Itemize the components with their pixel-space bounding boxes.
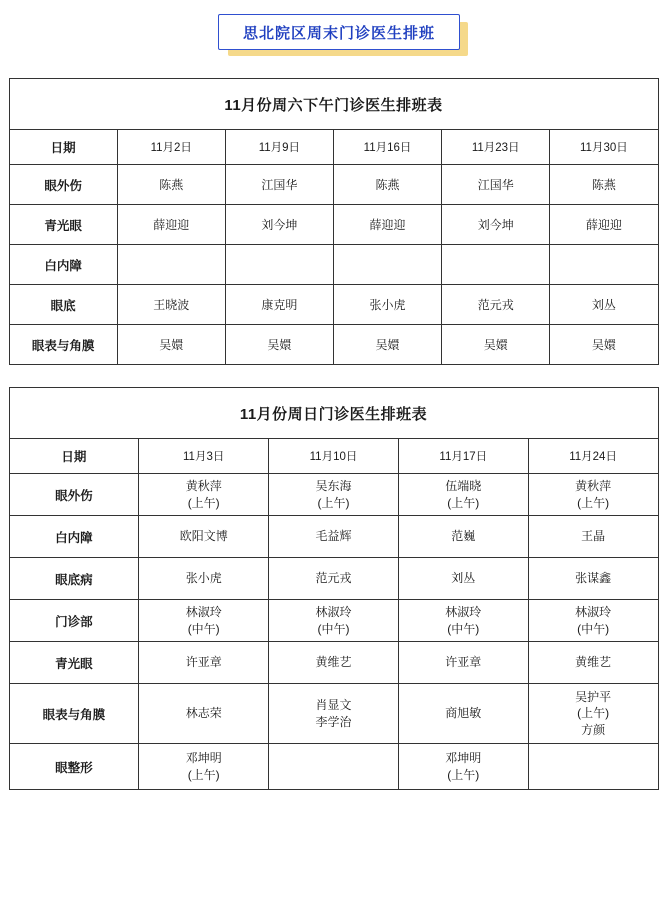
schedule-cell — [398, 642, 528, 684]
cell-text: (上午) — [317, 495, 350, 510]
schedule-cell: 陈燕 — [117, 165, 225, 205]
row-label: 白内障 — [9, 516, 139, 558]
schedule-cell: 吴嬛 — [550, 325, 658, 365]
banner-box — [218, 14, 460, 50]
schedule-cell — [269, 474, 399, 516]
header-cell-date: 日期 — [9, 130, 117, 165]
cell-text: 黄维艺 — [575, 655, 612, 670]
cell-text: 商旭敏 — [445, 706, 482, 721]
cell-text: (上午) — [577, 706, 610, 721]
header-cell-date: 日期 — [9, 439, 139, 474]
row-label: 眼整形 — [9, 744, 139, 790]
cell-text: 邓坤明 — [185, 751, 222, 766]
page-title: 思北院区周末门诊医生排班 — [242, 24, 435, 42]
row-label: 青光眼 — [9, 642, 139, 684]
cell-text: 林淑玲 — [315, 605, 352, 620]
cell-text: 吴东海 — [315, 479, 352, 494]
schedule-cell: 刘丛 — [550, 285, 658, 325]
header-cell-1: 11月2日 — [117, 130, 225, 165]
cell-text: (中午) — [317, 621, 350, 636]
schedule-cell — [269, 642, 399, 684]
table-row — [9, 165, 658, 205]
schedule-cell — [333, 245, 441, 285]
cell-text: 林淑玲 — [185, 605, 222, 620]
schedule-cell — [528, 642, 658, 684]
schedule-cell: 薛迎迎 — [550, 205, 658, 245]
schedule-cell — [139, 744, 269, 790]
row-label: 眼外伤 — [9, 474, 139, 516]
schedule-cell: 范元戎 — [442, 285, 550, 325]
schedule-cell — [398, 516, 528, 558]
sunday-schedule-table — [9, 387, 659, 790]
schedule-cell: 吴嬛 — [442, 325, 550, 365]
schedule-cell — [139, 600, 269, 642]
cell-text: 刘丛 — [451, 571, 476, 586]
table-row — [9, 684, 658, 744]
row-label: 眼外伤 — [9, 165, 117, 205]
sunday-schedule-block — [9, 387, 659, 790]
saturday-schedule-table — [9, 78, 659, 365]
cell-text: (上午) — [187, 495, 220, 510]
schedule-cell — [139, 642, 269, 684]
table-row — [9, 516, 658, 558]
schedule-cell: 吴嬛 — [117, 325, 225, 365]
cell-text: (中午) — [187, 621, 220, 636]
schedule-cell: 薛迎迎 — [117, 205, 225, 245]
schedule-cell — [269, 516, 399, 558]
row-label: 眼底病 — [9, 558, 139, 600]
schedule-cell — [117, 245, 225, 285]
row-label: 白内障 — [9, 245, 117, 285]
saturday-table-title: 11月份周六下午门诊医生排班表 — [9, 79, 658, 130]
table-row — [9, 205, 658, 245]
schedule-cell: 张小虎 — [333, 285, 441, 325]
header-cell-4: 11月23日 — [442, 130, 550, 165]
cell-text: 王晶 — [581, 529, 606, 544]
cell-text: 方颜 — [581, 722, 606, 737]
schedule-cell: 江国华 — [442, 165, 550, 205]
cell-text: 黄秋萍 — [185, 479, 222, 494]
cell-text: 范元戎 — [315, 571, 352, 586]
table-title-row — [9, 79, 658, 130]
schedule-cell: 陈燕 — [333, 165, 441, 205]
cell-text: (中午) — [447, 621, 480, 636]
cell-text: 黄维艺 — [315, 655, 352, 670]
schedule-cell: 吴嬛 — [333, 325, 441, 365]
schedule-cell — [528, 684, 658, 744]
schedule-cell — [398, 600, 528, 642]
table-title-row — [9, 388, 658, 439]
row-label: 门诊部 — [9, 600, 139, 642]
header-cell-5: 11月30日 — [550, 130, 658, 165]
schedule-cell: 刘今坤 — [442, 205, 550, 245]
schedule-cell — [269, 744, 399, 790]
schedule-cell: 康克明 — [225, 285, 333, 325]
cell-text: 欧阳文博 — [179, 529, 228, 544]
schedule-cell — [269, 600, 399, 642]
schedule-cell — [528, 744, 658, 790]
schedule-cell — [398, 744, 528, 790]
schedule-cell — [528, 600, 658, 642]
table-header-row — [9, 130, 658, 165]
schedule-cell — [139, 684, 269, 744]
schedule-cell: 陈燕 — [550, 165, 658, 205]
cell-text: 张谋鑫 — [575, 571, 612, 586]
schedule-cell: 刘今坤 — [225, 205, 333, 245]
row-label: 眼表与角膜 — [9, 684, 139, 744]
cell-text: 许亚章 — [445, 655, 482, 670]
schedule-cell: 薛迎迎 — [333, 205, 441, 245]
schedule-cell — [528, 558, 658, 600]
schedule-cell — [550, 245, 658, 285]
header-cell-2: 11月9日 — [225, 130, 333, 165]
sunday-table-title: 11月份周日门诊医生排班表 — [9, 388, 658, 439]
section-spacer — [0, 365, 667, 387]
page-banner — [0, 0, 667, 78]
cell-text: 许亚章 — [185, 655, 222, 670]
table-header-row — [9, 439, 658, 474]
schedule-cell — [398, 558, 528, 600]
schedule-cell — [269, 558, 399, 600]
cell-text: (上午) — [447, 495, 480, 510]
cell-text: (上午) — [577, 495, 610, 510]
cell-text: (上午) — [187, 767, 220, 782]
row-label: 青光眼 — [9, 205, 117, 245]
schedule-cell: 吴嬛 — [225, 325, 333, 365]
schedule-cell — [442, 245, 550, 285]
schedule-cell — [225, 245, 333, 285]
row-label: 眼底 — [9, 285, 117, 325]
table-row — [9, 600, 658, 642]
schedule-cell: 江国华 — [225, 165, 333, 205]
schedule-cell — [139, 516, 269, 558]
cell-text: (中午) — [577, 621, 610, 636]
schedule-cell — [528, 516, 658, 558]
schedule-cell — [398, 474, 528, 516]
table-row — [9, 474, 658, 516]
header-cell-3: 11月16日 — [333, 130, 441, 165]
cell-text: 肖显文 — [315, 698, 352, 713]
cell-text: 吴护平 — [575, 690, 612, 705]
table-row — [9, 642, 658, 684]
cell-text: 伍端晓 — [445, 479, 482, 494]
header-cell-2: 11月10日 — [269, 439, 399, 474]
cell-text: 邓坤明 — [445, 751, 482, 766]
cell-text: 李学治 — [315, 714, 352, 729]
table-row — [9, 744, 658, 790]
schedule-cell — [528, 474, 658, 516]
table-row — [9, 558, 658, 600]
schedule-cell — [269, 684, 399, 744]
cell-text: 林淑玲 — [575, 605, 612, 620]
cell-text: 范巍 — [451, 529, 476, 544]
header-cell-3: 11月17日 — [398, 439, 528, 474]
saturday-schedule-block — [9, 78, 659, 365]
table-row — [9, 285, 658, 325]
cell-text: 张小虎 — [185, 571, 222, 586]
cell-text: 林淑玲 — [445, 605, 482, 620]
row-label: 眼表与角膜 — [9, 325, 117, 365]
schedule-cell — [398, 684, 528, 744]
header-cell-1: 11月3日 — [139, 439, 269, 474]
schedule-cell — [139, 474, 269, 516]
cell-text: 毛益辉 — [315, 529, 352, 544]
table-row — [9, 245, 658, 285]
header-cell-4: 11月24日 — [528, 439, 658, 474]
cell-text: (上午) — [447, 767, 480, 782]
schedule-cell: 王晓波 — [117, 285, 225, 325]
cell-text: 林志荣 — [185, 706, 222, 721]
schedule-cell — [139, 558, 269, 600]
table-row — [9, 325, 658, 365]
cell-text: 黄秋萍 — [575, 479, 612, 494]
